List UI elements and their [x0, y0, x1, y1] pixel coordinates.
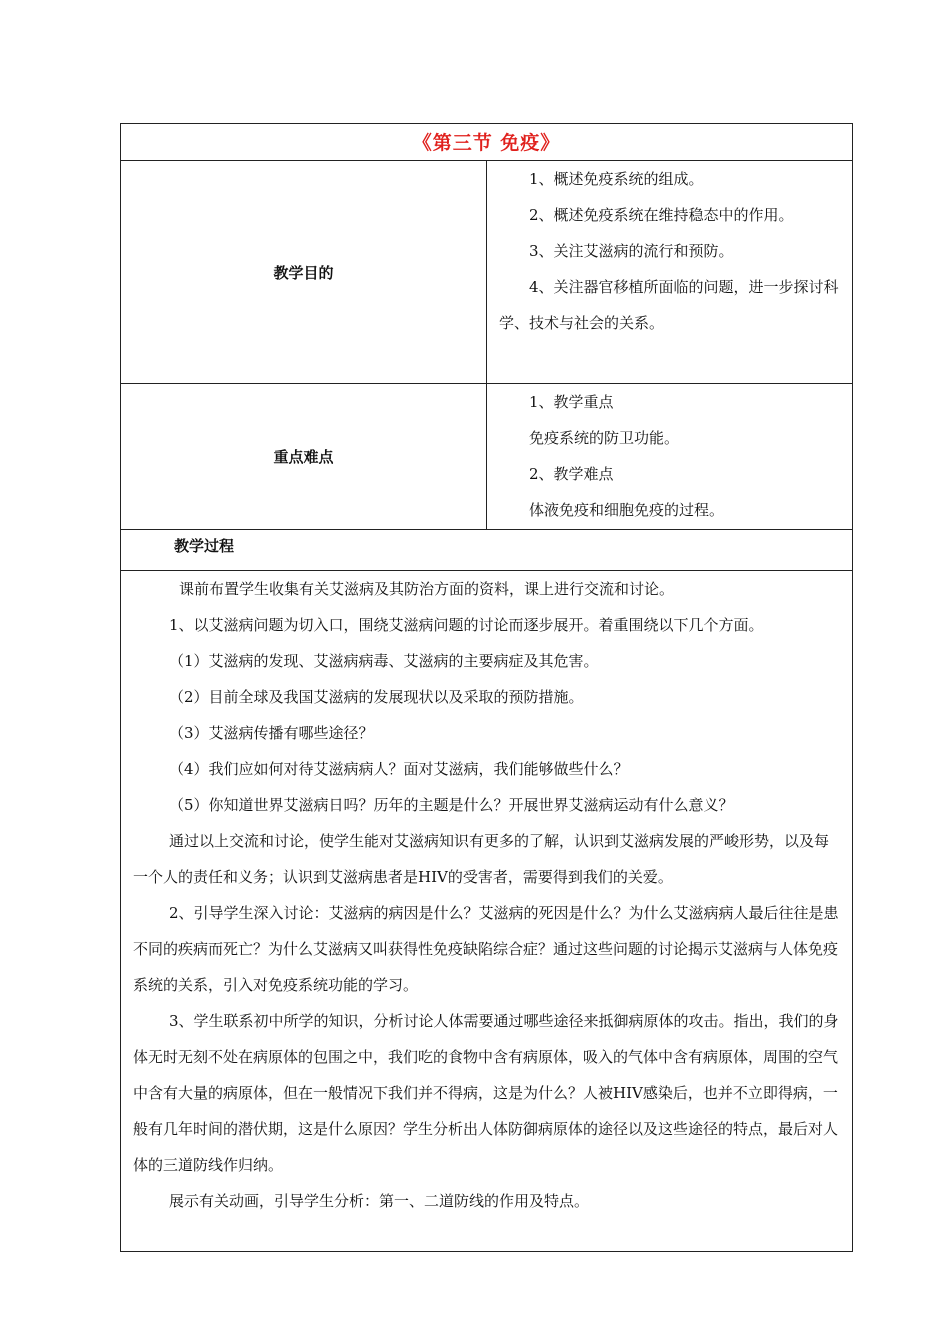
process-label: 教学过程 [173, 537, 234, 555]
page-title: 《第三节 免疫》 [412, 132, 561, 154]
key-point-item: 2、教学难点 [529, 465, 614, 483]
process-content-row [121, 571, 853, 1252]
process-paragraph: （2）目前全球及我国艾滋病的发展现状以及采取的预防措施。 [169, 688, 584, 706]
objectives-label: 教学目的 [273, 263, 334, 282]
process-paragraph: 展示有关动画，引导学生分析：第一、二道防线的作用及特点。 [169, 1192, 590, 1210]
lesson-plan-table [120, 123, 853, 1252]
process-paragraph: （5）你知道世界艾滋病日吗？历年的主题是什么？开展世界艾滋病运动有什么意义？ [169, 796, 734, 814]
process-paragraph: 课前布置学生收集有关艾滋病及其防治方面的资料，课上进行交流和讨论。 [179, 580, 675, 598]
key-point-item: 体液免疫和细胞免疫的过程。 [529, 501, 725, 519]
process-paragraph: 通过以上交流和讨论，使学生能对艾滋病知识有更多的了解，认识到艾滋病发展的严峻形势，以及每一个人的责任和义务；认识到艾滋病患者是HIV的受害者，需要得到我们的关爱。 [133, 832, 830, 886]
process-paragraph: （4）我们应如何对待艾滋病病人？面对艾滋病，我们能够做些什么？ [169, 760, 629, 778]
objective-item: 4、关注器官移植所面临的问题，进一步探讨科学、技术与社会的关系。 [499, 278, 839, 332]
title-cell [121, 124, 853, 161]
process-paragraph: （1）艾滋病的发现、艾滋病病毒、艾滋病的主要病症及其危害。 [169, 652, 599, 670]
objective-item: 3、关注艾滋病的流行和预防。 [529, 242, 734, 260]
objectives-row [121, 161, 853, 384]
key-points-label-cell [121, 384, 487, 530]
objective-item: 1、概述免疫系统的组成。 [529, 170, 704, 188]
key-point-item: 免疫系统的防卫功能。 [529, 429, 680, 447]
process-header-row [121, 530, 853, 571]
process-paragraph: （3）艾滋病传播有哪些途径？ [169, 724, 374, 742]
objective-item: 2、概述免疫系统在维持稳态中的作用。 [529, 206, 794, 224]
process-paragraph: 1、以艾滋病问题为切入口，围绕艾滋病问题的讨论而逐步展开。着重围绕以下几个方面。 [169, 616, 764, 634]
key-points-content [487, 384, 853, 530]
lesson-plan-page [120, 123, 853, 1252]
key-points-row [121, 384, 853, 530]
objectives-content [487, 161, 853, 384]
process-content [121, 571, 853, 1252]
process-paragraph: 2、引导学生深入讨论：艾滋病的病因是什么？艾滋病的死因是什么？为什么艾滋病病人最后往往是患不同的疾病而死亡？为什么艾滋病又叫获得性免疫缺陷综合症？通过这些问题的讨论揭示艾滋病与人体免疫系统的关系，引入对免疫系统功能的学习。 [133, 904, 839, 994]
process-header-cell [121, 530, 853, 571]
process-paragraph: 3、学生联系初中所学的知识，分析讨论人体需要通过哪些途径来抵御病原体的攻击。指出，我们的身体无时无刻不处在病原体的包围之中，我们吃的食物中含有病原体，吸入的气体中含有病原体，周围的空气中含有大量的病原体，但在一般情况下我们并不得病，这是为什么？人被HIV感染后，也并不立即得病，一般有几年时间的潜伏期，这是什么原因？学生分析出人体防御病原体的途径以及这些途径的特点，最后对人体的三道防线作归纳。 [133, 1012, 839, 1174]
key-points-label: 重点难点 [273, 448, 334, 466]
title-row [121, 124, 853, 161]
objectives-label-cell [121, 161, 487, 384]
key-point-item: 1、教学重点 [529, 393, 614, 411]
